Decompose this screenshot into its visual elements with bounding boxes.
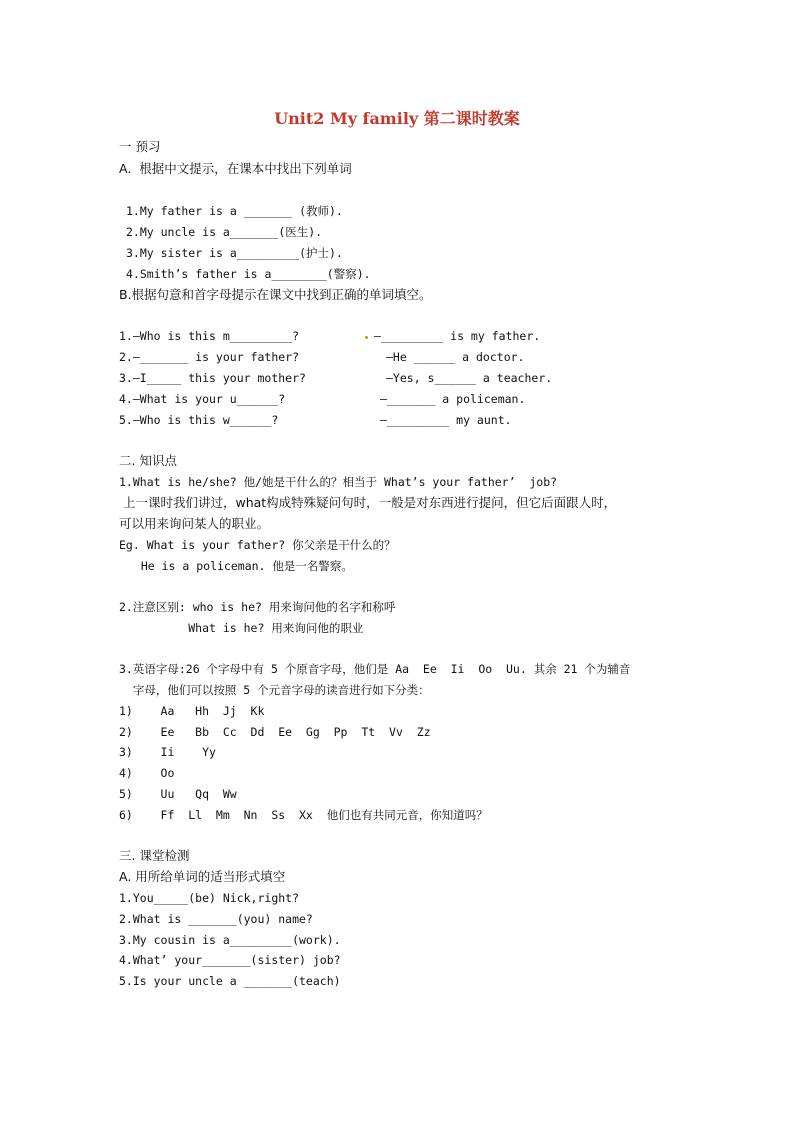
dialog-question: 3.—I_____ this your mother? — [119, 371, 306, 385]
fill-blank-item: 4.What’ your_______(sister) job? — [119, 953, 341, 967]
fill-blank-item: 3.My cousin is a_________(work). — [119, 933, 341, 947]
vocab-item: 1.My father is a _______ (教师). — [126, 204, 343, 218]
example-question: Eg. What is your father? 你父亲是干什么的？ — [119, 538, 396, 552]
section-1-heading: 一 预习 — [119, 139, 161, 154]
letter-group: 2) Ee Bb Cc Dd Ee Gg Pp Tt Vv Zz — [119, 725, 431, 739]
dialog-question: 2.—_______ is your father? — [119, 350, 300, 364]
letter-group: 4) Oo — [119, 766, 175, 780]
dialog-answer: —Yes, s______ a teacher. — [386, 371, 553, 385]
fill-blank-item: 2.What is _______(you) name? — [119, 912, 313, 926]
dialog-answer: —He ______ a doctor. — [386, 350, 525, 364]
dialog-question: 4.—What is your u______? — [119, 392, 286, 406]
letter-group: 5) Uu Qq Ww — [119, 787, 237, 801]
section-3-heading: 三. 课堂检测 — [119, 848, 190, 863]
vocab-item: 2.My uncle is a_______(医生). — [126, 225, 323, 239]
knowledge-point-1: 1.What is he/she? 他/她是干什么的？相当于 What’s your father’ job? — [119, 475, 558, 489]
section-1-part-a-instruction: A. 根据中文提示，在课本中找出下列单词 — [119, 161, 352, 176]
letter-group: 6) Ff Ll Mm Nn Ss Xx 他们也有共同元音，你知道吗？ — [119, 808, 488, 822]
knowledge-point-3-line-2: 字母，他们可以按照 5 个元音字母的读音进行如下分类： — [119, 683, 430, 697]
dialog-question: 5.—Who is this w______? — [119, 413, 279, 427]
example-answer: He is a policeman. 他是一名警察。 — [127, 559, 353, 573]
fill-blank-item: 5.Is your uncle a _______(teach) — [119, 974, 341, 988]
section-3-part-a-instruction: A. 用所给单词的适当形式填空 — [119, 869, 286, 884]
dialog-question: 1.—Who is this m_________? — [119, 329, 300, 343]
knowledge-point-1-explanation: 上一课时我们讲过，what构成特殊疑问句时，一般是对东西进行提问，但它后面跟人时， — [119, 495, 617, 510]
vocab-item: 3.My sister is a_________(护士). — [126, 246, 343, 260]
dialog-answer: —_______ a policeman. — [380, 392, 526, 406]
section-2-heading: 二. 知识点 — [119, 453, 177, 468]
section-1-part-b-instruction: B.根据句意和首字母提示在课文中找到正确的单词填空。 — [119, 287, 432, 302]
vocab-item: 4.Smith’s father is a________(警察). — [126, 267, 371, 281]
letter-group: 1) Aa Hh Jj Kk — [119, 704, 265, 718]
dialog-answer: —_________ is my father. — [374, 329, 541, 343]
stray-mark — [365, 336, 368, 339]
fill-blank-item: 1.You_____(be) Nick,right? — [119, 891, 300, 905]
knowledge-point-2: 2.注意区别: who is he? 用来询问他的名字和称呼 — [119, 600, 396, 614]
knowledge-point-2-line-2: What is he? 用来询问他的职业 — [119, 621, 364, 635]
page-title: Unit2 My family 第二课时教案 — [274, 109, 520, 128]
knowledge-point-3: 3.英语字母:26 个字母中有 5 个原音字母，他们是 Aa Ee Ii Oo Uu. 其余 21 个为辅音 — [119, 662, 631, 676]
dialog-answer: —_________ my aunt. — [380, 413, 512, 427]
letter-group: 3) Ii Yy — [119, 745, 216, 759]
knowledge-point-1-explanation: 可以用来询问某人的职业。 — [119, 516, 270, 531]
